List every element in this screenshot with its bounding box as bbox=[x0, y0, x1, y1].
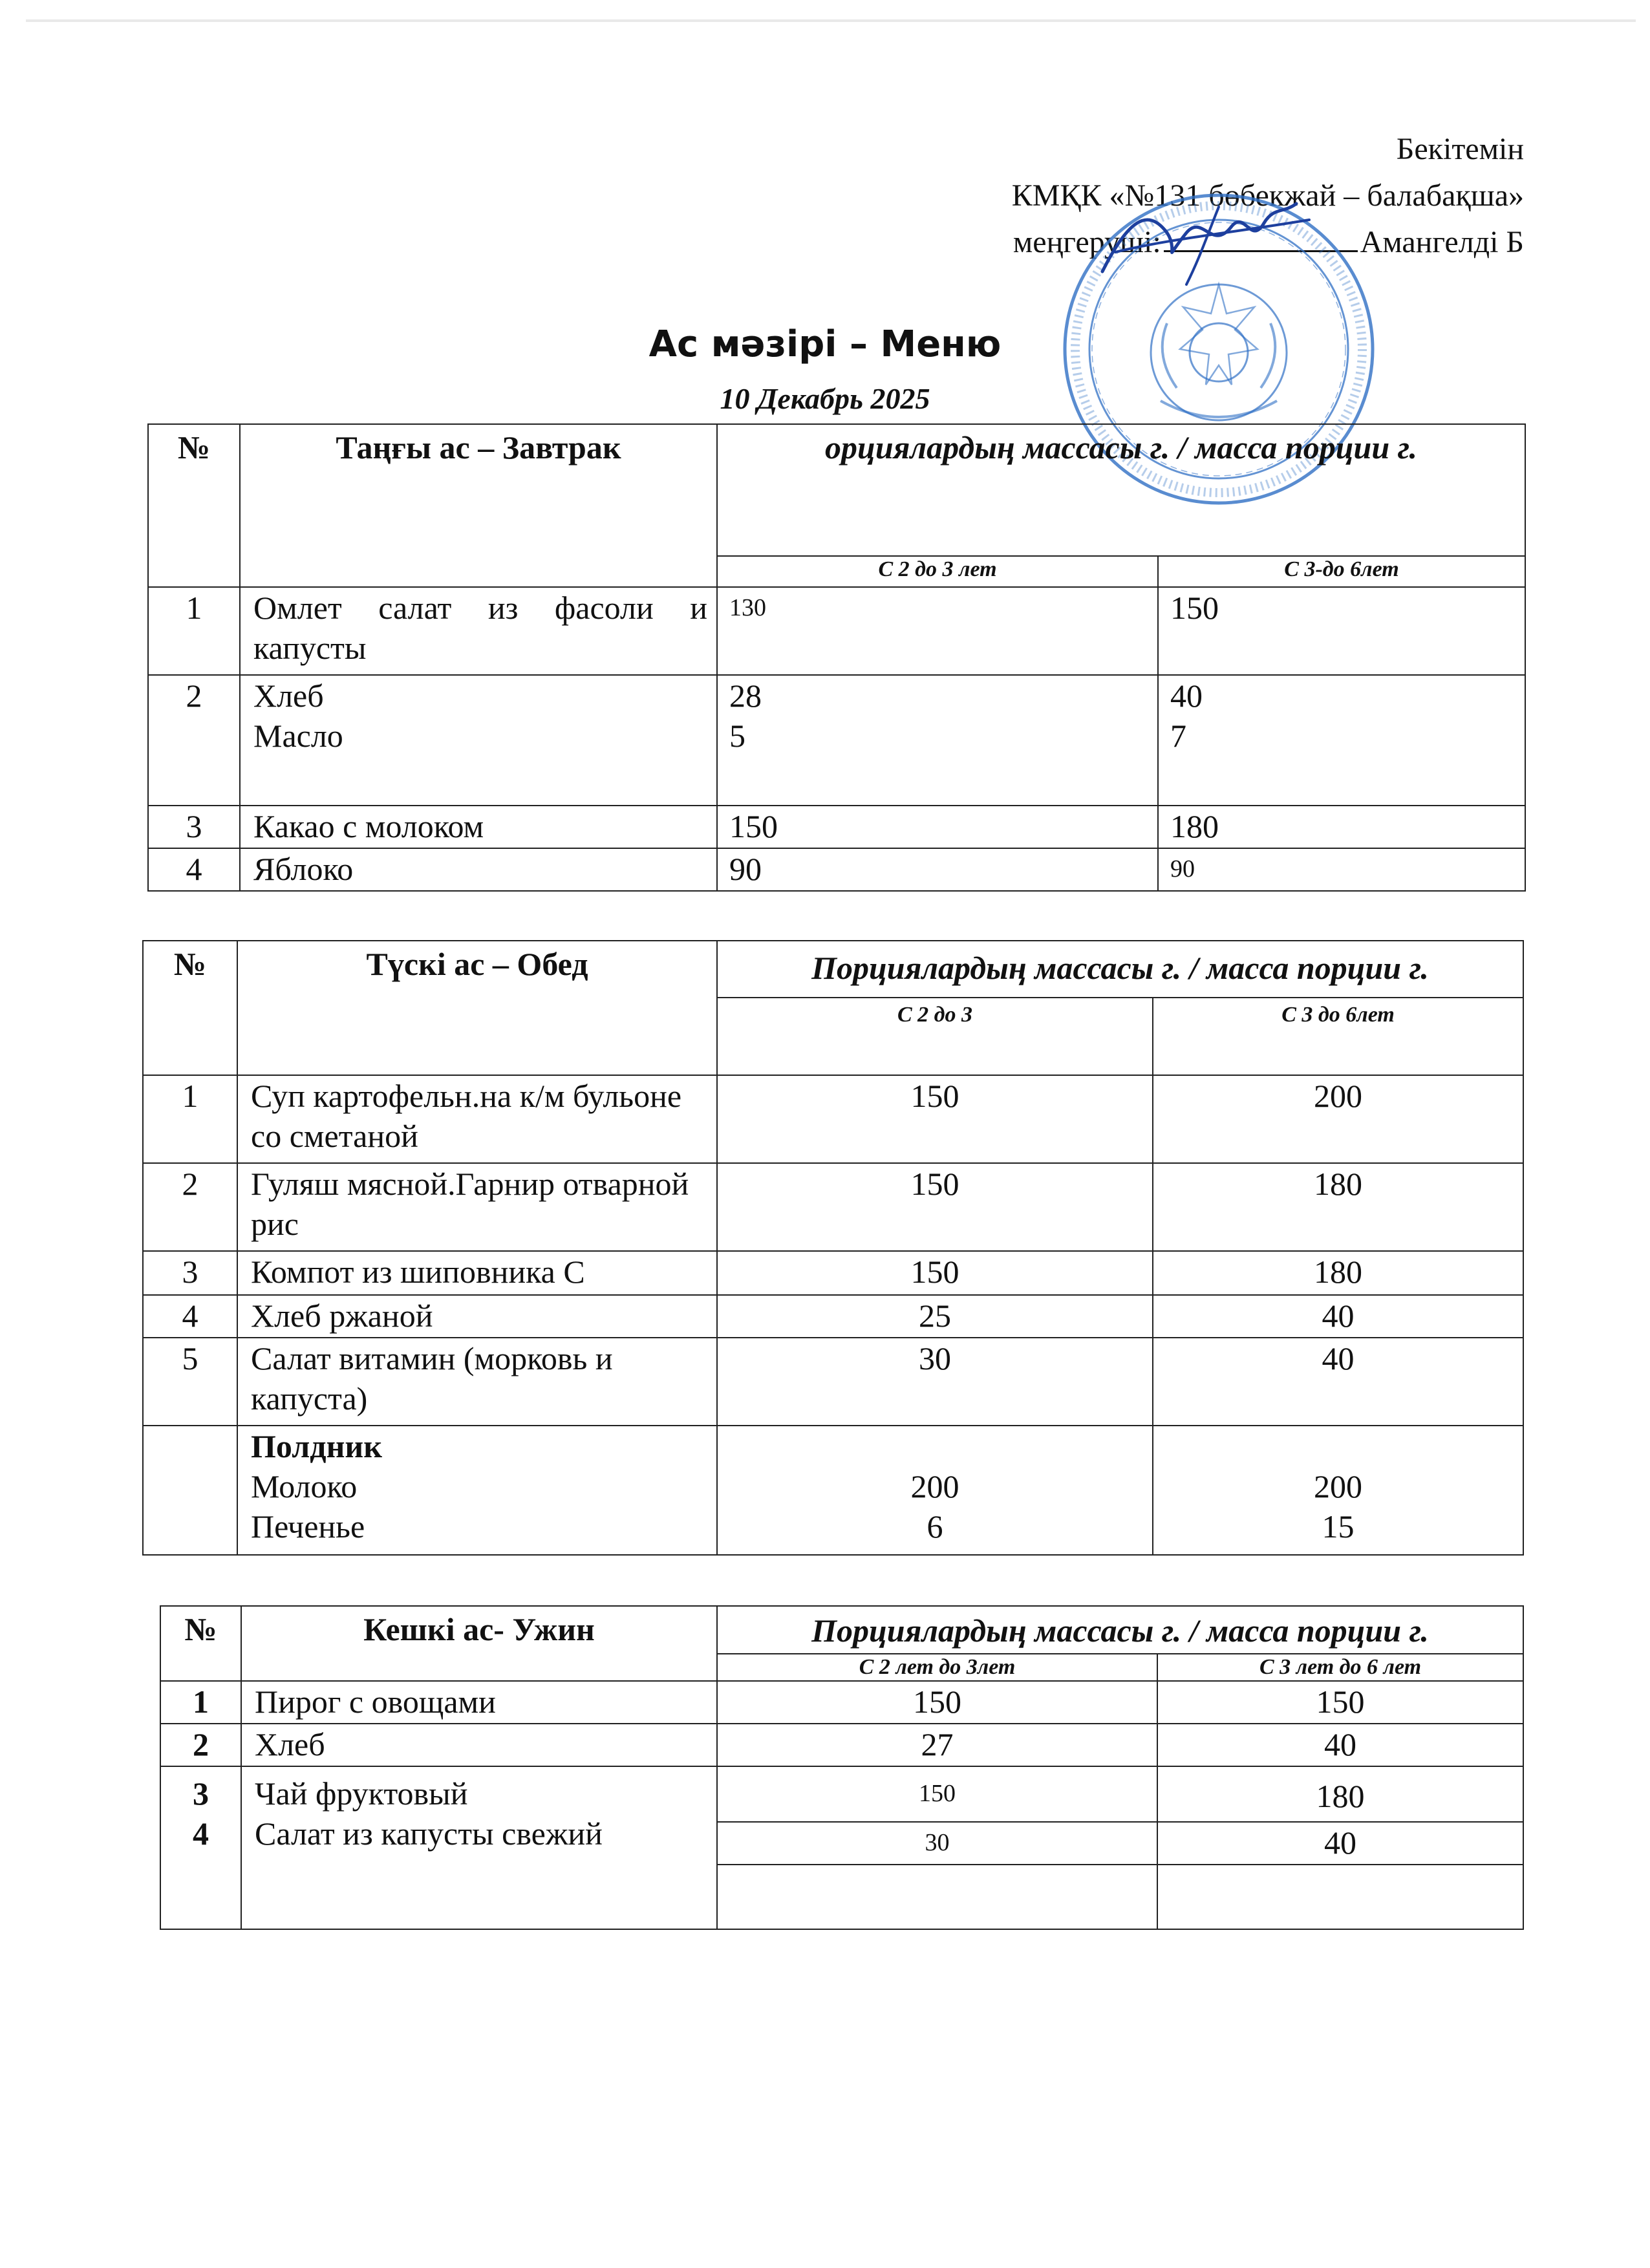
dish-name: Хлеб bbox=[253, 678, 324, 714]
breakfast-row: 3 Какао с молоком 150 180 bbox=[148, 806, 1525, 848]
dinner-col-mass: Порциялардың массасы г. / масса порции г. bbox=[717, 1606, 1523, 1654]
breakfast-table bbox=[147, 423, 1526, 892]
dish-name: Пирог с овощами bbox=[241, 1681, 717, 1724]
dinner-row: 1 Пирог с овощами 150 150 bbox=[160, 1681, 1523, 1724]
dish-name: Салат из капусты свежий bbox=[255, 1815, 603, 1852]
dinner-row: 30 40 bbox=[160, 1822, 1523, 1865]
snack-row: Полдник Молоко Печенье 200 6 200 15 bbox=[143, 1426, 1523, 1555]
lunch-row: 2 Гуляш мясной.Гарнир отварной рис 150 180 bbox=[143, 1163, 1523, 1251]
scan-edge-line bbox=[26, 19, 1636, 22]
dish-name: Хлеб bbox=[241, 1724, 717, 1766]
breakfast-col-mass: орциялардың массасы г. / масса порции г. bbox=[717, 424, 1525, 556]
breakfast-age-1: С 2 до 3 лет bbox=[717, 556, 1158, 587]
breakfast-row: 2 Хлеб Масло 28 5 40 7 bbox=[148, 675, 1525, 806]
dish-name: Чай фруктовый bbox=[255, 1775, 468, 1812]
dish-name: Суп картофельн.на к/м бульоне со сметаной bbox=[237, 1075, 717, 1163]
breakfast-col-name: Таңғы ас – Завтрак bbox=[240, 424, 717, 587]
head-label: меңгеруші: bbox=[1012, 225, 1161, 259]
snack-title: Полдник bbox=[251, 1428, 383, 1464]
lunch-age-2: С 3 до 6лет bbox=[1153, 998, 1523, 1075]
lunch-col-mass: Порциялардың массасы г. / масса порции г. bbox=[717, 941, 1523, 998]
dish-name: Печенье bbox=[251, 1508, 365, 1545]
dish-name: Салат витамин (морковь и капуста) bbox=[237, 1338, 717, 1426]
dinner-col-no: № bbox=[160, 1606, 241, 1681]
handwritten-signature bbox=[1089, 194, 1322, 291]
lunch-row: 1 Суп картофельн.на к/м бульоне со сметаной 150 200 bbox=[143, 1075, 1523, 1163]
breakfast-row: 4 Яблоко 90 90 bbox=[148, 848, 1525, 891]
lunch-age-1: С 2 до 3 bbox=[717, 998, 1153, 1075]
menu-date: 10 Декабрь 2025 bbox=[720, 382, 930, 415]
breakfast-col-no: № bbox=[148, 424, 240, 587]
dinner-col-name: Кешкі ас- Ужин bbox=[241, 1606, 717, 1681]
head-name: Амангелді Б bbox=[1360, 225, 1524, 259]
dish-name: Компот из шиповника С bbox=[237, 1251, 717, 1295]
lunch-row: 4 Хлеб ржаной 25 40 bbox=[143, 1295, 1523, 1338]
dish-name: Яблоко bbox=[240, 848, 717, 891]
dish-name: Масло bbox=[253, 718, 343, 754]
breakfast-age-2: С 3-до 6лет bbox=[1158, 556, 1525, 587]
dish-name: Какао с молоком bbox=[240, 806, 717, 848]
lunch-col-no: № bbox=[143, 941, 237, 1075]
organization-name: КМҚК «№131 бөбекжай – балабақша» bbox=[1011, 178, 1524, 213]
approve-label: Бекітемін bbox=[1396, 132, 1524, 166]
lunch-col-name: Түскі ас – Обед bbox=[237, 941, 717, 1075]
dinner-row: 2 Хлеб 27 40 bbox=[160, 1724, 1523, 1766]
dish-name: Хлеб ржаной bbox=[237, 1295, 717, 1338]
page-title: Ас мәзірі – Меню bbox=[648, 323, 1002, 365]
breakfast-row: 1 Омлет салат из фасоли и капусты 130 150 bbox=[148, 587, 1525, 675]
dish-name: Омлет салат из фасоли и капусты bbox=[240, 587, 717, 675]
dinner-age-2: С 3 лет до 6 лет bbox=[1157, 1654, 1523, 1681]
dish-name: Гуляш мясной.Гарнир отварной рис bbox=[237, 1163, 717, 1251]
dinner-table bbox=[160, 1605, 1524, 1930]
dish-name: Молоко bbox=[251, 1468, 358, 1504]
lunch-row: 3 Компот из шиповника С 150 180 bbox=[143, 1251, 1523, 1295]
lunch-row: 5 Салат витамин (морковь и капуста) 30 40 bbox=[143, 1338, 1523, 1426]
lunch-table bbox=[142, 940, 1524, 1556]
dinner-row: 3 4 Чай фруктовый Салат из капусты свежий 150 180 bbox=[160, 1766, 1523, 1822]
dinner-age-1: С 2 лет до 3лет bbox=[717, 1654, 1157, 1681]
